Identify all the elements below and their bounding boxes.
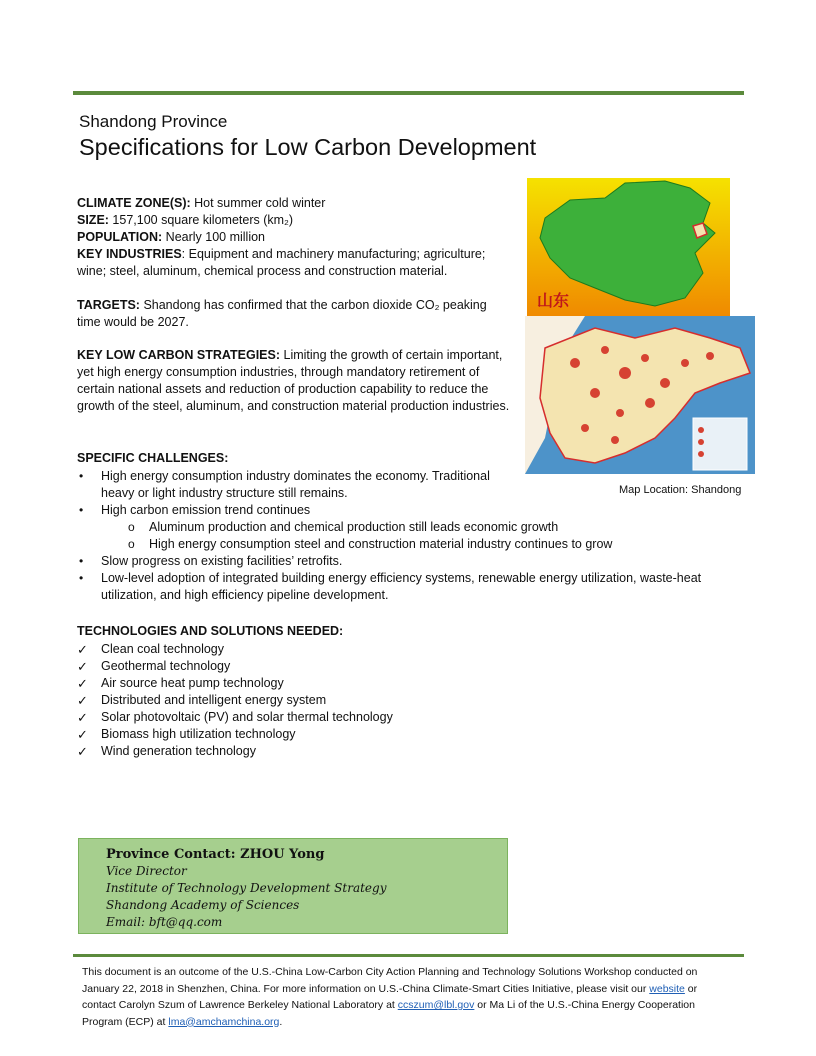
technologies-list xyxy=(77,641,393,760)
list-item xyxy=(77,675,393,692)
map-svg xyxy=(525,178,755,474)
challenges-heading: SPECIFIC CHALLENGES: xyxy=(77,451,229,465)
list-item xyxy=(77,726,393,743)
checkmark-icon: ✓ xyxy=(77,693,88,708)
bullet-icon: • xyxy=(79,571,84,585)
website-link[interactable]: website xyxy=(649,982,685,995)
list-item xyxy=(77,658,393,675)
technology-text: Wind generation technology xyxy=(101,744,256,758)
legend-markers xyxy=(698,427,704,457)
size-value: 157,100 square kilometers (km₂) xyxy=(108,213,294,227)
checkmark-icon: ✓ xyxy=(77,744,88,759)
targets-value: Shandong has confirmed that the carbon dioxide CO₂ peaking time would be 2027. xyxy=(77,298,487,329)
strategies-paragraph xyxy=(77,347,517,415)
checkmark-icon: ✓ xyxy=(77,710,88,725)
size-label: SIZE: xyxy=(77,213,109,227)
list-item xyxy=(77,468,507,502)
list-item xyxy=(77,692,393,709)
technology-text: Solar photovoltaic (PV) and solar thermal technology xyxy=(101,710,393,724)
population-label: POPULATION: xyxy=(77,230,163,244)
list-item xyxy=(77,641,393,658)
list-item xyxy=(77,553,737,570)
sub-list-item xyxy=(77,536,737,553)
map-caption: Map Location: Shandong xyxy=(619,484,742,496)
list-item xyxy=(77,502,737,519)
list-item xyxy=(77,743,393,760)
checkmark-icon: ✓ xyxy=(77,642,88,657)
contact-institute: Institute of Technology Development Strategy xyxy=(106,881,387,895)
contact-name: Province Contact: ZHOU Yong xyxy=(106,847,325,862)
top-divider xyxy=(73,91,744,95)
technology-text: Geothermal technology xyxy=(101,659,231,673)
technology-text: Clean coal technology xyxy=(101,642,224,656)
contact-academy: Shandong Academy of Sciences xyxy=(106,898,300,912)
bullet-icon: • xyxy=(79,554,84,568)
lma-email-link[interactable]: lma@amchamchina.org xyxy=(168,1015,280,1028)
footer-part-4: . xyxy=(279,1015,283,1028)
challenge-text: Slow progress on existing facilities’ retrofits. xyxy=(101,554,343,568)
footer-part-1: This document is an outcome of the U.S.-China Low-Carbon City Action Planning and Technology Solutions Workshop conducted on January 22, 2018 in Shenzhen, China. For more information on U.S.-China Climate-Smart Cities Initiative, please visit our xyxy=(82,966,698,995)
sub-list-item xyxy=(77,519,737,536)
facts-block xyxy=(77,195,517,280)
targets-paragraph xyxy=(77,297,507,331)
strategies-label: KEY LOW CARBON STRATEGIES: xyxy=(77,348,281,362)
challenge-sub-text: Aluminum production and chemical production still leads economic growth xyxy=(149,520,559,534)
list-item xyxy=(77,570,737,604)
checkmark-icon: ✓ xyxy=(77,676,88,691)
checkmark-icon: ✓ xyxy=(77,659,88,674)
technologies-heading: TECHNOLOGIES AND SOLUTIONS NEEDED: xyxy=(77,624,344,638)
key-industries-value: : Equipment and machinery manufacturing; agriculture; wine; steel, aluminum, chemical process and construction material. xyxy=(77,247,486,278)
page-subtitle: Shandong Province xyxy=(79,112,228,131)
page-title: Specifications for Low Carbon Development xyxy=(79,134,537,160)
climate-zone-label: CLIMATE ZONE(S): xyxy=(77,196,191,210)
technology-text: Biomass high utilization technology xyxy=(101,727,296,741)
challenge-text: Low-level adoption of integrated building energy efficiency systems, renewable energy utilization, waste-heat utilization, and high efficiency pipeline development. xyxy=(101,571,702,602)
contact-box xyxy=(78,838,508,934)
key-industries-label: KEY INDUSTRIES xyxy=(77,247,182,261)
shandong-map-image xyxy=(525,178,755,474)
strategies-value: Limiting the growth of certain important, yet high energy consumption industries, through mandatory retirement of certain national assets and reduction of production capability to reduce the growth of the steel, aluminum, and construction material production industries. xyxy=(77,348,510,413)
map-province-label: 山东 xyxy=(537,291,570,310)
list-item xyxy=(77,709,393,726)
bottom-divider xyxy=(73,954,744,957)
population-line xyxy=(77,229,517,246)
challenge-sub-text: High energy consumption steel and construction material industry continues to grow xyxy=(149,537,613,551)
contact-role: Vice Director xyxy=(106,864,187,878)
challenge-text: High carbon emission trend continues xyxy=(101,503,311,517)
bullet-icon: • xyxy=(79,503,84,517)
technology-text: Distributed and intelligent energy system xyxy=(101,693,327,707)
sub-bullet-icon: o xyxy=(128,520,135,534)
checkmark-icon: ✓ xyxy=(77,727,88,742)
climate-zone-line xyxy=(77,195,517,212)
sub-bullet-icon: o xyxy=(128,537,135,551)
size-line xyxy=(77,212,517,229)
footer-part-2: or contact Carolyn Szum of Lawrence Berkeley National Laboratory at xyxy=(82,982,698,1011)
technology-text: Air source heat pump technology xyxy=(101,676,284,690)
ccszum-email-link[interactable]: ccszum@lbl.gov xyxy=(397,999,475,1011)
climate-zone-value: Hot summer cold winter xyxy=(190,196,326,210)
population-value: Nearly 100 million xyxy=(162,230,266,244)
targets-label: TARGETS: xyxy=(77,298,140,312)
footer-text xyxy=(82,964,732,1030)
bullet-icon: • xyxy=(79,469,84,483)
footer-part-3: or Ma Li of the U.S.-China Energy Cooperation Program (ECP) at xyxy=(82,999,695,1028)
challenge-text: High energy consumption industry dominates the economy. Traditional heavy or light industry structure still remains. xyxy=(101,469,490,500)
key-industries-line xyxy=(77,246,517,280)
contact-email: Email: bft@qq.com xyxy=(106,915,223,929)
